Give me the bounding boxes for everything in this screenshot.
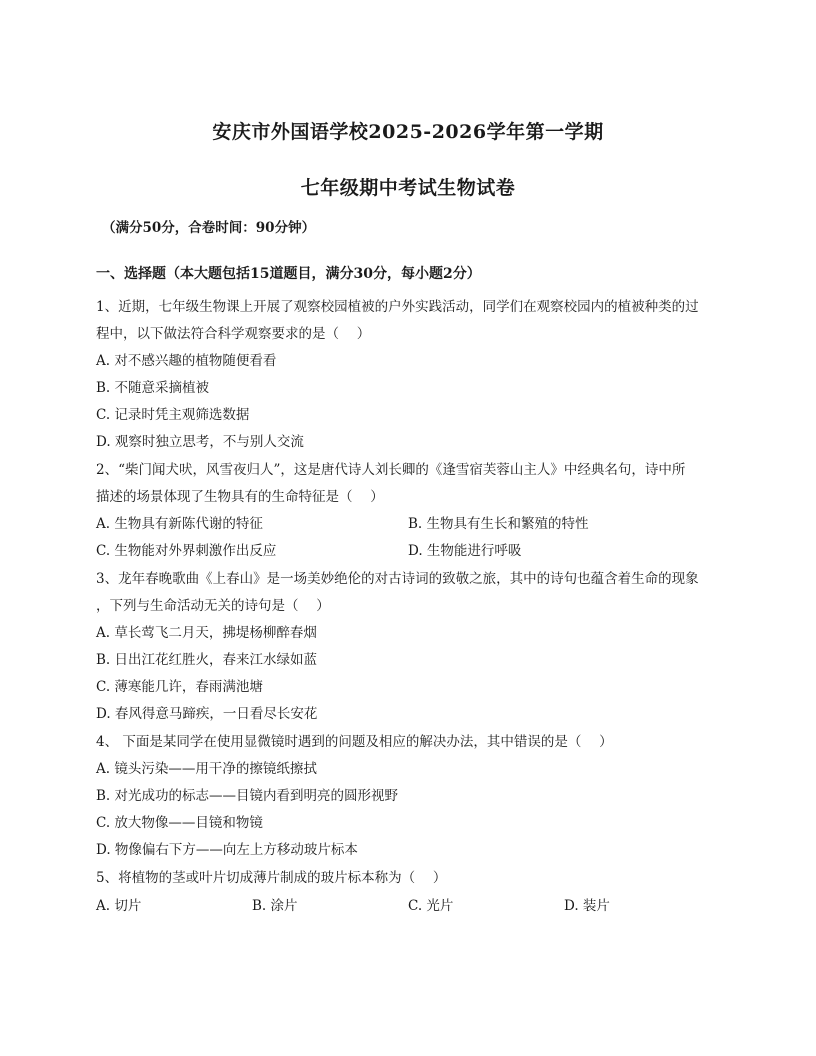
exam-score-time-info: （满分50分，合卷时间：90分钟） bbox=[102, 220, 316, 236]
question-4-option-c: C. 放大物像——目镜和物镜 bbox=[96, 815, 263, 831]
question-5-option-a: A. 切片 bbox=[96, 898, 142, 914]
question-4-option-a: A. 镜头污染——用干净的擦镜纸擦拭 bbox=[96, 761, 317, 777]
question-3-stem-line-1: 3、龙年春晚歌曲《上春山》是一场美妙绝伦的对古诗词的致敬之旅，其中的诗句也蕴含着生命的现象 bbox=[96, 571, 699, 587]
question-3-option-b: B. 日出江花红胜火，春来江水绿如蓝 bbox=[96, 652, 318, 668]
question-5-option-d: D. 装片 bbox=[564, 898, 610, 914]
question-2-option-a: A. 生物具有新陈代谢的特征 bbox=[96, 516, 263, 532]
exam-title-subject: 七年级期中考试生物试卷 bbox=[300, 177, 516, 199]
question-2-option-b: B. 生物具有生长和繁殖的特性 bbox=[408, 516, 589, 532]
question-1-stem-line-2: 程中，以下做法符合科学观察要求的是（ ） bbox=[96, 326, 371, 342]
exam-title-school: 安庆市外国语学校2025-2026学年第一学期 bbox=[212, 121, 604, 143]
question-2-stem-line-2: 描述的场景体现了生物具有的生命特征是（ ） bbox=[96, 489, 384, 505]
question-4-stem: 4、 下面是某同学在使用显微镜时遇到的问题及相应的解决办法，其中错误的是（ ） bbox=[96, 734, 613, 750]
question-3-option-a: A. 草长莺飞二月天，拂堤杨柳醉春烟 bbox=[96, 625, 317, 641]
question-5-stem: 5、将植物的茎或叶片切成薄片制成的玻片标本称为（ ） bbox=[96, 870, 447, 886]
question-3-option-c: C. 薄寒能几许，春雨满池塘 bbox=[96, 679, 263, 695]
question-5-option-c: C. 光片 bbox=[408, 898, 454, 914]
question-5-option-b: B. 涂片 bbox=[252, 898, 298, 914]
question-3-stem-line-2: ，下列与生命活动无关的诗句是（ ） bbox=[96, 598, 330, 614]
question-1-option-a: A. 对不感兴趣的植物随便看看 bbox=[96, 353, 277, 369]
question-3-option-d: D. 春风得意马蹄疾，一日看尽长安花 bbox=[96, 706, 318, 722]
question-1-option-b: B. 不随意采摘植被 bbox=[96, 380, 210, 396]
question-1-stem-line-1: 1、近期，七年级生物课上开展了观察校园植被的户外实践活动，同学们在观察校园内的植被种类的过 bbox=[96, 299, 699, 315]
question-2-option-d: D. 生物能进行呼吸 bbox=[408, 543, 522, 559]
question-1-option-d: D. 观察时独立思考，不与别人交流 bbox=[96, 434, 304, 450]
section-heading: 一、选择题（本大题包括15道题目，满分30分，每小题2分） bbox=[96, 266, 481, 282]
question-1-option-c: C. 记录时凭主观筛选数据 bbox=[96, 407, 250, 423]
question-2-stem-line-1: 2、“柴门闻犬吠，风雪夜归人”，这是唐代诗人刘长卿的《逢雪宿芙蓉山主人》中经典名句，诗中所 bbox=[96, 462, 686, 478]
question-2-option-c: C. 生物能对外界刺激作出反应 bbox=[96, 543, 277, 559]
question-4-option-d: D. 物像偏右下方——向左上方移动玻片标本 bbox=[96, 842, 358, 858]
question-4-option-b: B. 对光成功的标志——目镜内看到明亮的圆形视野 bbox=[96, 788, 399, 804]
